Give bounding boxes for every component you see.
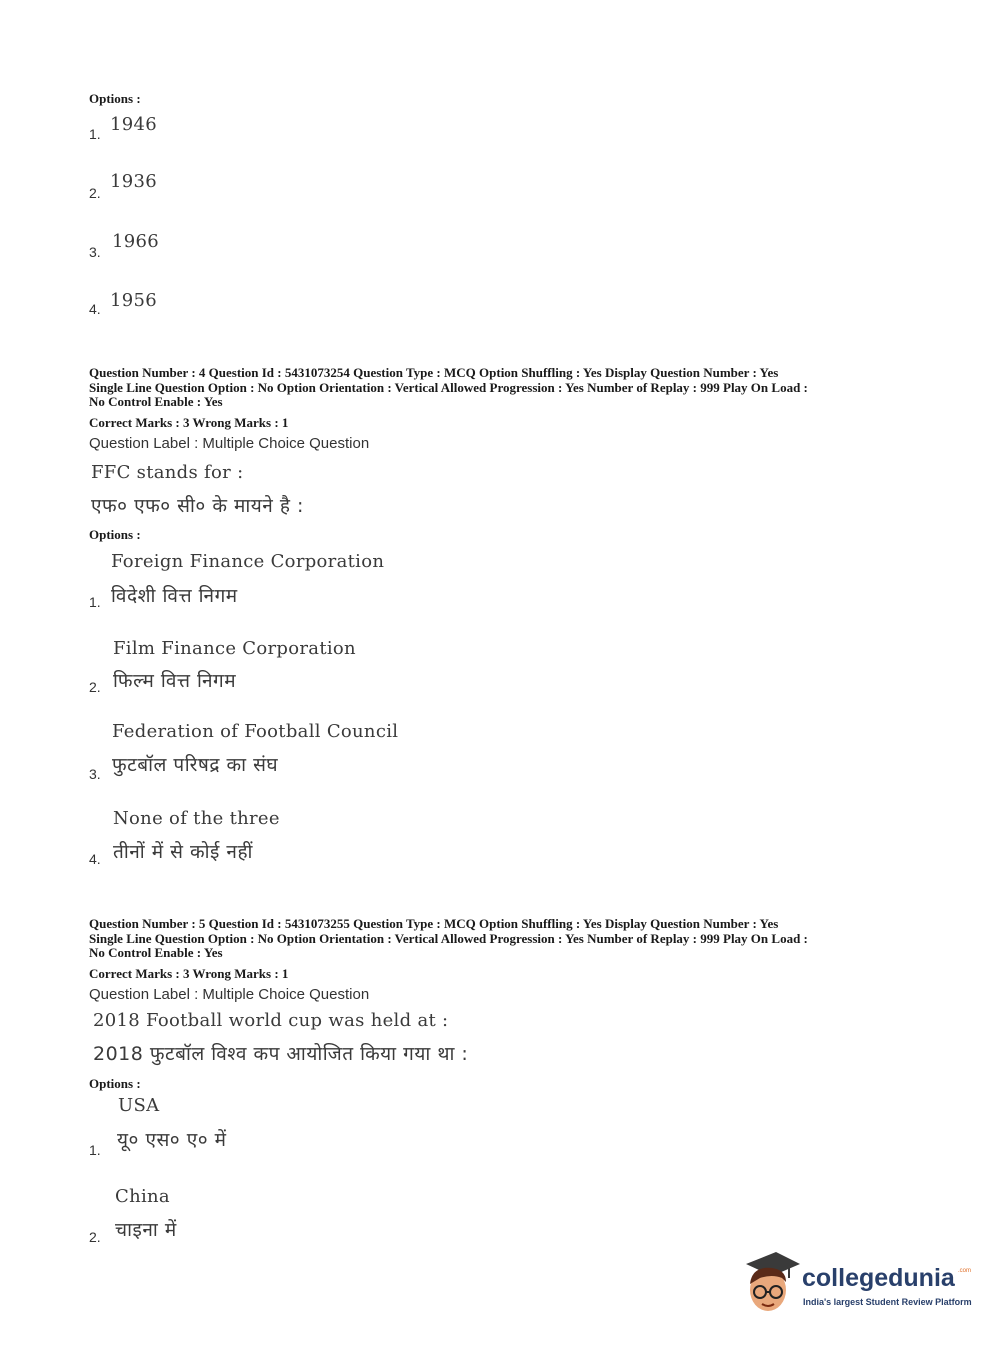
option-number: 2. — [89, 1229, 101, 1245]
option-text: 1946 — [110, 114, 158, 135]
option-text-hi: फुटबॉल परिषद्र का संघ — [112, 754, 279, 776]
option-number: 2. — [89, 679, 101, 695]
logo-tagline: India's largest Student Review Platform — [803, 1297, 972, 1307]
option-text: 1966 — [112, 231, 160, 252]
question-text-hi: एफ० एफ० सी० के मायने है : — [91, 495, 304, 517]
option-text-hi: विदेशी वित्त निगम — [111, 585, 238, 607]
option-number: 4. — [89, 851, 101, 867]
collegedunia-logo — [742, 1248, 972, 1318]
options-heading: Options : — [89, 527, 141, 542]
option-text: 1956 — [110, 290, 158, 311]
option-number: 1. — [89, 594, 101, 610]
question-text-en: 2018 Football world cup was held at : — [93, 1010, 449, 1031]
question-text-hi: 2018 फुटबॉल विश्व कप आयोजित किया गया था : — [93, 1043, 469, 1065]
option-text-en: None of the three — [113, 808, 280, 829]
option-text-hi: यू० एस० ए० में — [117, 1129, 227, 1151]
logo-domain-suffix: .com — [958, 1268, 972, 1274]
marks-info: Correct Marks : 3 Wrong Marks : 1 — [89, 415, 289, 430]
option-number: 3. — [89, 766, 101, 782]
option-text: 1936 — [110, 171, 158, 192]
option-number: 1. — [89, 1142, 101, 1158]
option-text-hi: फिल्म वित्त निगम — [113, 670, 237, 692]
question-label: Question Label : Multiple Choice Question — [89, 986, 370, 1003]
option-text-hi: चाइना में — [115, 1219, 177, 1241]
option-number: 4. — [89, 301, 101, 317]
option-number: 3. — [89, 244, 101, 260]
option-number: 2. — [89, 185, 101, 201]
option-text-en: Foreign Finance Corporation — [111, 551, 385, 572]
student-mascot-icon — [742, 1250, 800, 1314]
option-text-en: Film Finance Corporation — [113, 638, 356, 659]
question-text-en: FFC stands for : — [91, 462, 244, 483]
option-number: 1. — [89, 126, 101, 142]
logo-wordmark: collegedunia — [802, 1264, 955, 1292]
option-text-en: USA — [118, 1095, 160, 1116]
option-text-hi: तीनों में से कोई नहीं — [113, 841, 253, 863]
option-text-en: Federation of Football Council — [112, 721, 399, 742]
option-text-en: China — [115, 1186, 170, 1207]
question-metadata: Question Number : 4 Question Id : 5431073254 Question Type : MCQ Option Shuffling : Yes Display Question Number : Yes Single Line Question Option : No Option Orientation : Vertical Allowed Progression : Yes Number of Replay : 999 Play On Load : No Control Enable : Yes — [89, 365, 808, 409]
options-heading: Options : — [89, 91, 141, 106]
question-metadata: Question Number : 5 Question Id : 5431073255 Question Type : MCQ Option Shuffling : Yes Display Question Number : Yes Single Line Question Option : No Option Orientation : Vertical Allowed Progression : Yes Number of Replay : 999 Play On Load : No Control Enable : Yes — [89, 916, 808, 960]
question-label: Question Label : Multiple Choice Question — [89, 435, 370, 452]
options-heading: Options : — [89, 1076, 141, 1091]
marks-info: Correct Marks : 3 Wrong Marks : 1 — [89, 966, 289, 981]
